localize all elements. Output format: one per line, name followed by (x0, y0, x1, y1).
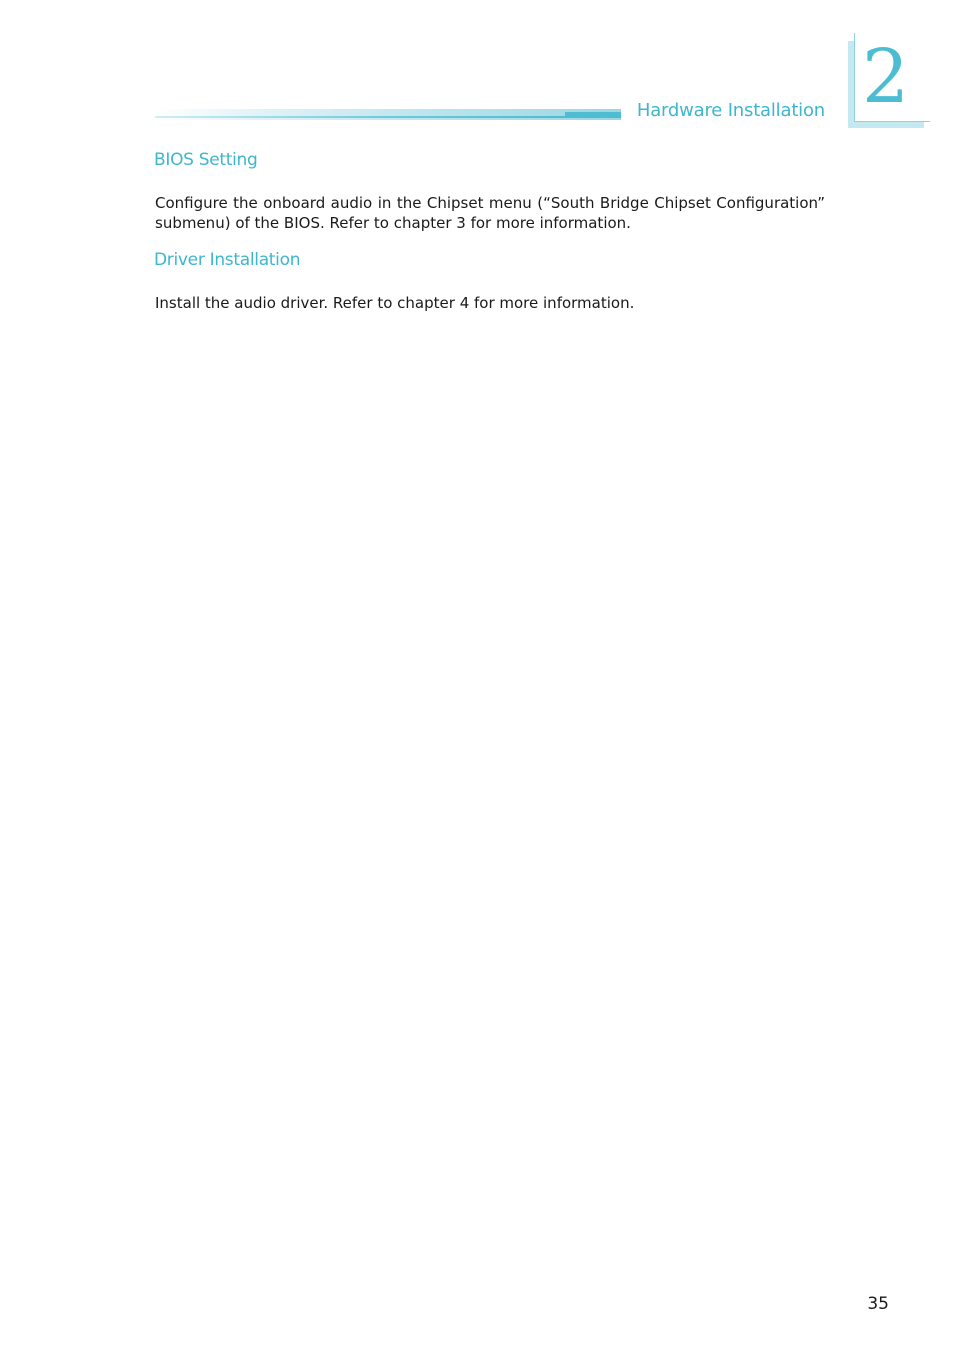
header-rule-line (155, 116, 621, 118)
chapter-tab-line-bottom (854, 121, 930, 122)
chapter-tab-line-left (854, 33, 855, 121)
chapter-tab-shade-bottom (848, 122, 924, 128)
bios-setting-paragraph: Configure the onboard audio in the Chipset menu (“South Bridge Chipset Configuration” submenu) of the BIOS. Refer to chapter 3 for more information. (155, 194, 825, 232)
header-rule-cap (565, 112, 621, 118)
bios-setting-heading: BIOS Setting (154, 150, 258, 170)
driver-installation-heading: Driver Installation (154, 250, 301, 270)
header-rule-gradient (155, 109, 621, 120)
page-number: 35 (867, 1294, 889, 1314)
chapter-number: 2 (862, 34, 910, 120)
header-rule (155, 109, 621, 120)
chapter-tab (848, 33, 930, 128)
section-title: Hardware Installation (636, 100, 825, 121)
driver-installation-paragraph: Install the audio driver. Refer to chapter 4 for more information. (155, 294, 635, 312)
